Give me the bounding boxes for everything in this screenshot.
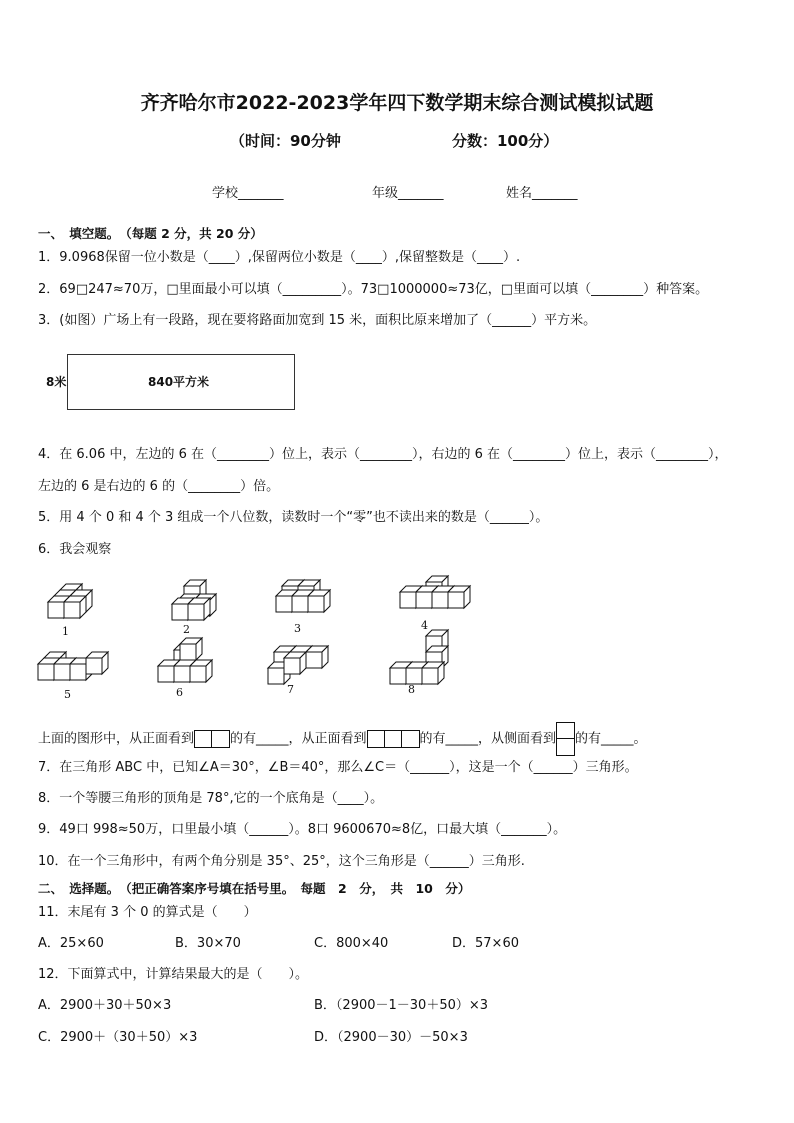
question-6: 6．我会观察 xyxy=(38,542,112,557)
question-6-answer-line xyxy=(38,722,647,756)
question-4-line2: 左边的 6 是右边的 6 的（________）倍。 xyxy=(38,479,280,494)
cube-label-3: 3 xyxy=(294,622,301,635)
question-3: 3．(如图）广场上有一段路，现在要将路面加宽到 15 米，面积比原来增加了（______）平方米。 xyxy=(38,313,597,328)
question-5: 5．用 4 个 0 和 4 个 3 组成一个八位数，读数时一个“零”也不读出来的数是（______）。 xyxy=(38,510,549,525)
q11-option-d[interactable]: D．57×60 xyxy=(452,936,519,951)
two-square-glyph xyxy=(194,730,230,748)
vertical-two-square-glyph xyxy=(556,722,575,756)
cube-label-4: 4 xyxy=(421,619,428,632)
cube-figure-8 xyxy=(390,630,448,684)
cube-figure-2 xyxy=(172,580,216,620)
total-score: 分数：100分） xyxy=(452,132,559,150)
q6-text-c: 的有_____，从侧面看到 xyxy=(419,731,557,747)
cube-figure-1 xyxy=(48,584,92,618)
q3-width-label: 8米 xyxy=(46,375,67,389)
question-9: 9．49口 998≈50万，口里最小填（______）。8口 9600670≈8亿，口最大填（_______）。 xyxy=(38,822,567,837)
q6-cube-figures xyxy=(30,572,490,702)
q11-option-a[interactable]: A．25×60 xyxy=(38,936,104,951)
q12-option-b[interactable]: B．（2900－1－30＋50）×3 xyxy=(314,998,489,1013)
question-11: 11．末尾有 3 个 0 的算式是（ ） xyxy=(38,905,257,920)
cube-figure-5 xyxy=(38,652,108,680)
cube-label-7: 7 xyxy=(287,683,294,696)
q6-text-a: 上面的图形中，从正面看到 xyxy=(38,731,195,747)
question-7: 7．在三角形 ABC 中，已知∠A＝30°，∠B＝40°，那么∠C＝（______），这是一个（______）三角形。 xyxy=(38,760,638,775)
cube-figure-7 xyxy=(268,646,328,684)
q12-option-d[interactable]: D．（2900－30）－50×3 xyxy=(314,1030,468,1045)
name-field[interactable]: 姓名_______ xyxy=(506,186,578,201)
q6-text-b: 的有_____，从正面看到 xyxy=(230,731,367,747)
cube-label-2: 2 xyxy=(183,623,190,636)
question-12: 12．下面算式中，计算结果最大的是（ ）。 xyxy=(38,967,309,982)
cube-figure-4 xyxy=(400,576,470,608)
three-square-glyph xyxy=(367,730,420,748)
cube-label-1: 1 xyxy=(62,625,69,638)
q12-option-c[interactable]: C．2900＋（30＋50）×3 xyxy=(38,1030,198,1045)
question-8: 8．一个等腰三角形的顶角是 78°,它的一个底角是（____）。 xyxy=(38,791,384,806)
q11-option-c[interactable]: C．800×40 xyxy=(314,936,389,951)
page-title: 齐齐哈尔市2022-2023学年四下数学期末综合测试模拟试题 xyxy=(140,92,654,114)
question-2: 2．69□247≈70万，□里面最小可以填（_________）。73□1000000≈73亿，□里面可以填（________）种答案。 xyxy=(38,282,709,297)
q11-option-b[interactable]: B．30×70 xyxy=(175,936,241,951)
q3-area-label: 840平方米 xyxy=(148,375,210,389)
q12-option-a[interactable]: A．2900＋30＋50×3 xyxy=(38,998,172,1013)
question-4-line1: 4．在 6.06 中，左边的 6 在（________）位上，表示（________），右边的 6 在（________）位上，表示（________）， xyxy=(38,447,728,462)
grade-field[interactable]: 年级_______ xyxy=(372,186,444,201)
question-1: 1．9.0968保留一位小数是（____）,保留两位小数是（____）,保留整数是（____）. xyxy=(38,250,521,265)
time-limit: （时间：90分钟 xyxy=(230,132,341,150)
cube-figure-3 xyxy=(276,580,330,612)
school-field[interactable]: 学校_______ xyxy=(212,186,284,201)
cube-figure-6 xyxy=(158,638,212,682)
question-10: 10．在一个三角形中，有两个角分别是 35°、25°，这个三角形是（______）三角形. xyxy=(38,854,525,869)
cube-label-6: 6 xyxy=(176,686,183,699)
cube-label-5: 5 xyxy=(64,688,71,701)
cube-label-8: 8 xyxy=(408,683,415,696)
section2-heading: 二、 选择题。 （把正确答案序号填在括号里。 每题 2 分， 共 10 分） xyxy=(38,881,471,896)
section1-heading: 一、 填空题。 （每题 2 分，共 20 分） xyxy=(38,226,263,241)
q6-text-d: 的有_____。 xyxy=(575,731,647,747)
